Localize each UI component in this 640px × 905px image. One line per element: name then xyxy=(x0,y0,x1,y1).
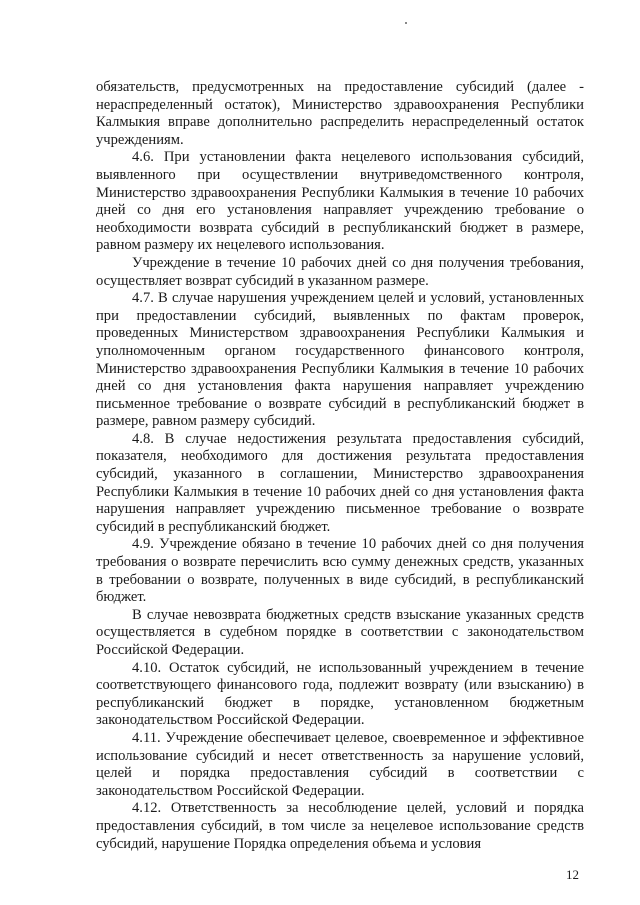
paragraph-4-10: 4.10. Остаток субсидий, не использованный учреждением в течение соответствующего финансового года, подлежит возврату (или взысканию) в республиканский бюджет в порядке, установленном бюджетным законодательством Российской Федерации. xyxy=(96,659,584,729)
paragraph-4-9-nonreturn: В случае невозврата бюджетных средств взыскание указанных средств осуществляется в судебном порядке в соответствии с законодательством Российской Федерации. xyxy=(96,606,584,658)
paragraph-4-12: 4.12. Ответственность за несоблюдение целей, условий и порядка предоставления субсидий, в том числе за нецелевое использование средств субсидий, нарушение Порядка определения объема и условия xyxy=(96,800,584,852)
paragraph-4-8: 4.8. В случае недостижения результата предоставления субсидий, показателя, необходимого для достижения результата предоставления субсидий, указанного в соглашении, Министерство здравоохранения Республики Калмыкия в течение 10 рабочих дней со дня установления факта нарушения направляет учреждению письменное требование о возврате субсидий в республиканский бюджет. xyxy=(96,430,584,535)
document-text xyxy=(96,79,584,853)
page-number: 12 xyxy=(566,867,579,882)
paragraph-4-7: 4.7. В случае нарушения учреждением целей и условий, установленных при предоставлении субсидий, выявленных по фактам проверок, проведенных Министерством здравоохранения Республики Калмыкия и уполномоченным органом государственного финансового контроля, Министерство здравоохранения Республики Калмыкия в течение 10 рабочих дней со дня установления факта нарушения направляет учреждению письменное требование о возврате субсидий в республиканский бюджет в размере, равном размеру субсидий. xyxy=(96,290,584,430)
paragraph-4-11: 4.11. Учреждение обеспечивает целевое, своевременное и эффективное использование субсидий и несет ответственность за нарушение условий, целей и порядка предоставления субсидий в соответствии с законодательством Российской Федерации. xyxy=(96,729,584,799)
paragraph-4-6: 4.6. При установлении факта нецелевого использования субсидий, выявленного при осуществлении внутриведомственного контроля, Министерство здравоохранения Республики Калмыкия в течение 10 рабочих дней со дня его установления направляет учреждению требование о необходимости возврата субсидий в республиканский бюджет в размере, равном размеру их нецелевого использования. xyxy=(96,149,584,254)
paragraph-4-9: 4.9. Учреждение обязано в течение 10 рабочих дней со дня получения требования о возврате перечислить всю сумму денежных средств, указанных в требовании о возврате, полученных в виде субсидий, в республиканский бюджет. xyxy=(96,536,584,606)
scan-dot xyxy=(405,22,407,24)
paragraph-4-6-return: Учреждение в течение 10 рабочих дней со дня получения требования, осуществляет возврат субсидий в указанном размере. xyxy=(96,254,584,289)
paragraph-continuation: обязательств, предусмотренных на предоставление субсидий (далее - нераспределенный остаток), Министерство здравоохранения Республики Калмыкия вправе дополнительно распределить нераспределенный остаток учреждениям. xyxy=(96,79,584,148)
